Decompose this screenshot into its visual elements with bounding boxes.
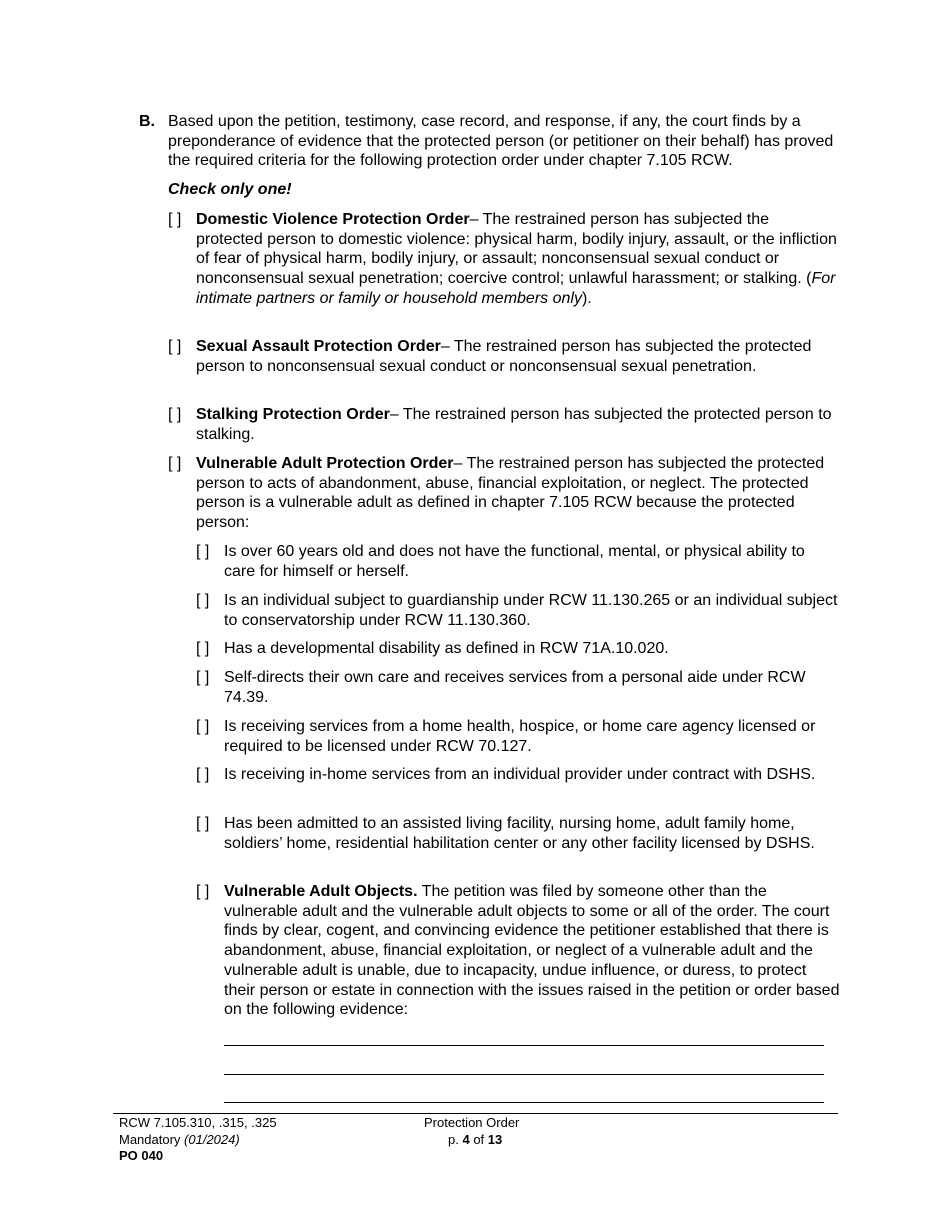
page-of: of (473, 1131, 485, 1147)
objects-description: The petition was filed by someone other than the vulnerable adult and the vulnerable adult objects to some or all of the order. The court finds by clear, cogent, and convincing evidence the petitioner established that there is abandonment, abuse, financial exploitation, or neglect of a vulnerable adult and the vulnerable adult is unable, due to incapacity, undue influence, or duress, to protect their person or estate in connection with the issues raised in the petition or order based on the following evidence: (224, 883, 840, 1019)
sub-option-text: Has a developmental disability as defined in RCW 71A.10.020. (224, 640, 669, 657)
objects-title: Vulnerable Adult Objects. (224, 883, 418, 900)
evidence-line-3[interactable] (224, 1102, 824, 1103)
checkbox-facility[interactable]: [ ] (196, 815, 210, 832)
option-description: – The restrained person has subjected the protected person to stalking. (196, 406, 832, 443)
checkbox-in-home-services[interactable]: [ ] (196, 766, 210, 783)
footer-rcw: RCW 7.105.310, .315, .325 (119, 1115, 277, 1130)
sub-option-text: Is over 60 years old and does not have the functional, mental, or physical ability to care for himself or herself. (224, 543, 805, 580)
section-intro: Based upon the petition, testimony, case record, and response, if any, the court finds by a preponderance of evidence that the protected person (or petitioner on their behalf) has proved the required criteria for the following protection order under chapter 7.105 RCW. (168, 113, 834, 170)
page-number: 4 (462, 1131, 470, 1147)
option-tail: ). (581, 289, 592, 307)
option-description: – The restrained person has subjected the protected person to acts of abandonment, abuse, financial exploitation, or neglect. The protected person is a vulnerable adult as defined in chapter 7.105 RCW because the protected person: (196, 455, 825, 532)
sub-option-text (224, 882, 840, 1020)
option-title: Vulnerable Adult Protection Order (196, 455, 454, 472)
footer-revision: (01/2024) (184, 1131, 240, 1147)
option-title: Domestic Violence Protection Order (196, 211, 470, 228)
page-prefix: p. (448, 1131, 459, 1147)
footer-center (424, 1115, 530, 1148)
check-only-one-note: Check only one! (168, 181, 292, 198)
sub-option-text: Is receiving in-home services from an individual provider under contract with DSHS. (224, 766, 816, 783)
checkbox-vulnerable-adult[interactable]: [ ] (168, 455, 182, 472)
page-total: 13 (487, 1131, 503, 1147)
footer-mandatory-line (119, 1132, 277, 1149)
checkbox-self-directs[interactable]: [ ] (196, 669, 210, 686)
evidence-line-1[interactable] (224, 1045, 824, 1046)
option-description: – The restrained person has subjected the protected person to nonconsensual sexual conduct or nonconsensual sexual penetration. (196, 338, 812, 375)
footer-page-info (424, 1132, 530, 1149)
checkbox-stalking[interactable]: [ ] (168, 406, 182, 423)
option-note: For intimate partners or family or household members only (196, 270, 836, 307)
checkbox-domestic-violence[interactable]: [ ] (168, 211, 182, 228)
checkbox-guardianship[interactable]: [ ] (196, 592, 210, 609)
option-title: Sexual Assault Protection Order (196, 338, 441, 355)
sub-option-text: Is receiving services from a home health, hospice, or home care agency licensed or required to be licensed under RCW 70.127. (224, 718, 816, 755)
option-text (196, 405, 840, 444)
checkbox-over-60[interactable]: [ ] (196, 543, 210, 560)
footer-left (119, 1115, 277, 1165)
footer-form-title: Protection Order (424, 1115, 520, 1130)
checkbox-sexual-assault[interactable]: [ ] (168, 338, 182, 355)
sub-option-text: Has been admitted to an assisted living facility, nursing home, adult family home, soldiers’ home, residential habilitation center or any other facility licensed by DSHS. (224, 815, 815, 852)
option-text (196, 454, 840, 533)
sub-option-text: Is an individual subject to guardianship under RCW 11.130.265 or an individual subject to conservatorship under RCW 11.130.360. (224, 592, 838, 629)
checkbox-vulnerable-adult-objects[interactable]: [ ] (196, 883, 210, 900)
checkbox-developmental-disability[interactable]: [ ] (196, 640, 210, 657)
option-text (196, 210, 840, 309)
footer-mandatory: Mandatory (119, 1131, 181, 1147)
evidence-line-2[interactable] (224, 1074, 824, 1075)
section-letter: B. (139, 113, 155, 130)
footer-divider (113, 1113, 838, 1114)
footer-form-id: PO 040 (119, 1148, 164, 1163)
sub-option-text: Self-directs their own care and receives services from a personal aide under RCW 74.39. (224, 669, 806, 706)
option-text (196, 337, 840, 376)
option-title: Stalking Protection Order (196, 406, 390, 423)
option-description: – The restrained person has subjected the protected person to domestic violence: physical harm, bodily injury, assault, or the infliction of fear of physical harm, bodily injury, or assault; nonconsensual sexual conduct or nonconsensual sexual penetration; coercive control; unlawful harassment; or stalking. ( (196, 211, 837, 288)
checkbox-home-health[interactable]: [ ] (196, 718, 210, 735)
